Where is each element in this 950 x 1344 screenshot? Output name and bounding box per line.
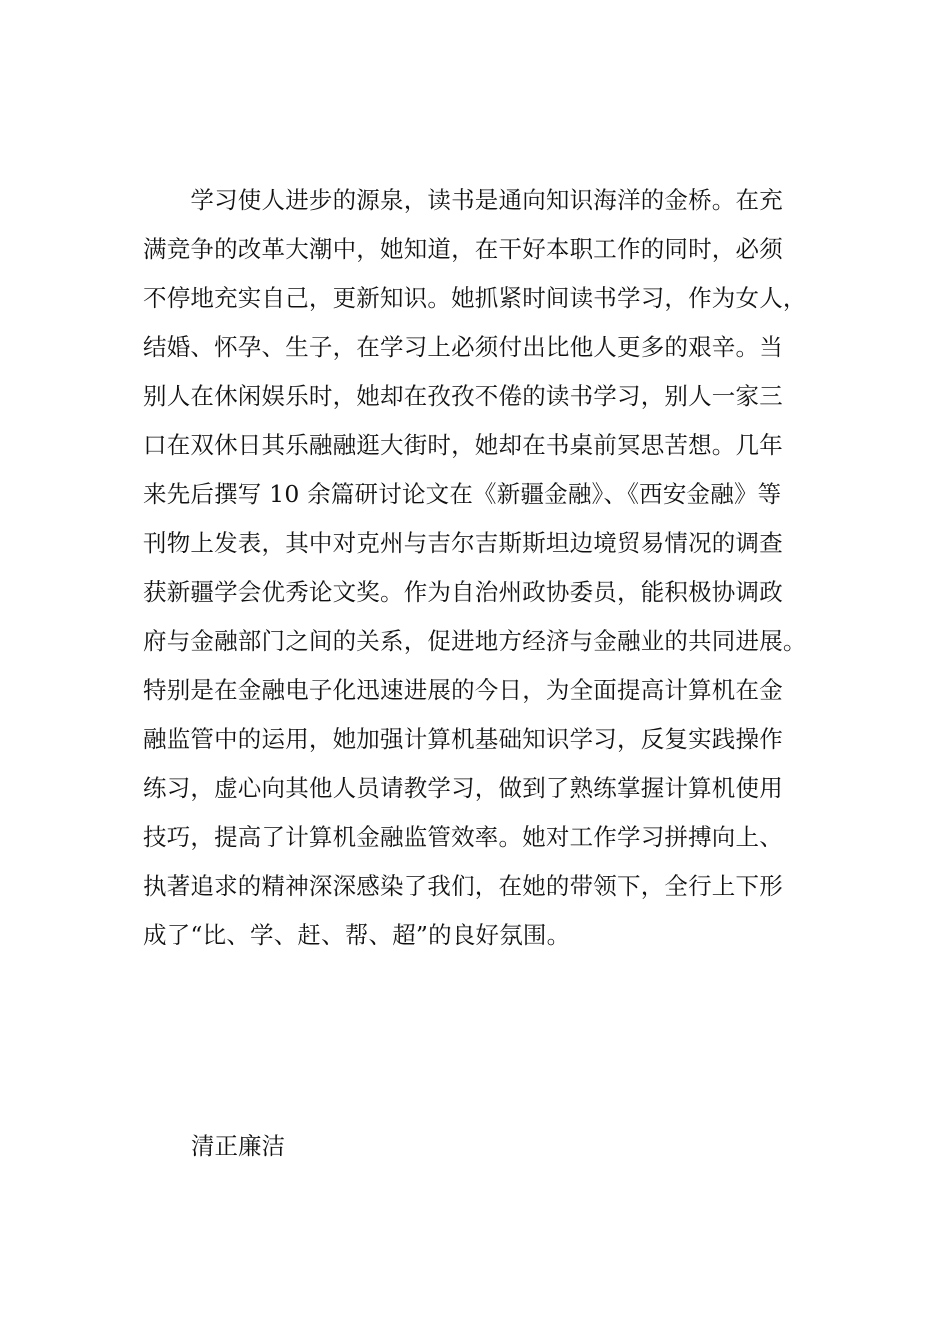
paragraph-line: 别人在休闲娱乐时，她却在孜孜不倦的读书学习，别人一家三 [143, 382, 783, 410]
paragraph-line: 技巧，提高了计算机金融监管效率。她对工作学习拼搏向上、 [143, 823, 783, 851]
paragraph-line: 口在双休日其乐融融逛大街时，她却在书桌前冥思苦想。几年 [143, 431, 783, 459]
paragraph-line: 成了“比、学、赶、帮、超”的良好氛围。 [143, 921, 571, 949]
paragraph-line: 特别是在金融电子化迅速进展的今日，为全面提高计算机在金 [143, 676, 783, 704]
paragraph-line: 满竞争的改革大潮中，她知道，在干好本职工作的同时，必须 [143, 235, 783, 263]
paragraph-line: 学习使人进步的源泉，读书是通向知识海洋的金桥。在充 [143, 186, 783, 214]
paragraph-line: 练习，虚心向其他人员请教学习，做到了熟练掌握计算机使用 [143, 774, 783, 802]
paragraph-line: 来先后撰写 10 余篇研讨论文在《新疆金融》、《西安金融》等 [143, 480, 782, 508]
paragraph-line: 融监管中的运用，她加强计算机基础知识学习，反复实践操作 [143, 725, 783, 753]
paragraph-line: 执著追求的精神深深感染了我们，在她的带领下，全行上下形 [143, 872, 783, 900]
paragraph-line: 不停地充实自己，更新知识。她抓紧时间读书学习，作为女人， [143, 284, 807, 312]
section-heading: 清正廉洁 [191, 1132, 285, 1160]
paragraph-line: 结婚、怀孕、生子，在学习上必须付出比他人更多的艰辛。当 [143, 333, 783, 361]
paragraph-line: 府与金融部门之间的关系，促进地方经济与金融业的共同进展。 [143, 627, 807, 655]
paragraph-line: 获新疆学会优秀论文奖。作为自治州政协委员，能积极协调政 [143, 578, 783, 606]
paragraph-line: 刊物上发表，其中对克州与吉尔吉斯斯坦边境贸易情况的调查 [143, 529, 783, 557]
body-paragraph [143, 180, 823, 964]
